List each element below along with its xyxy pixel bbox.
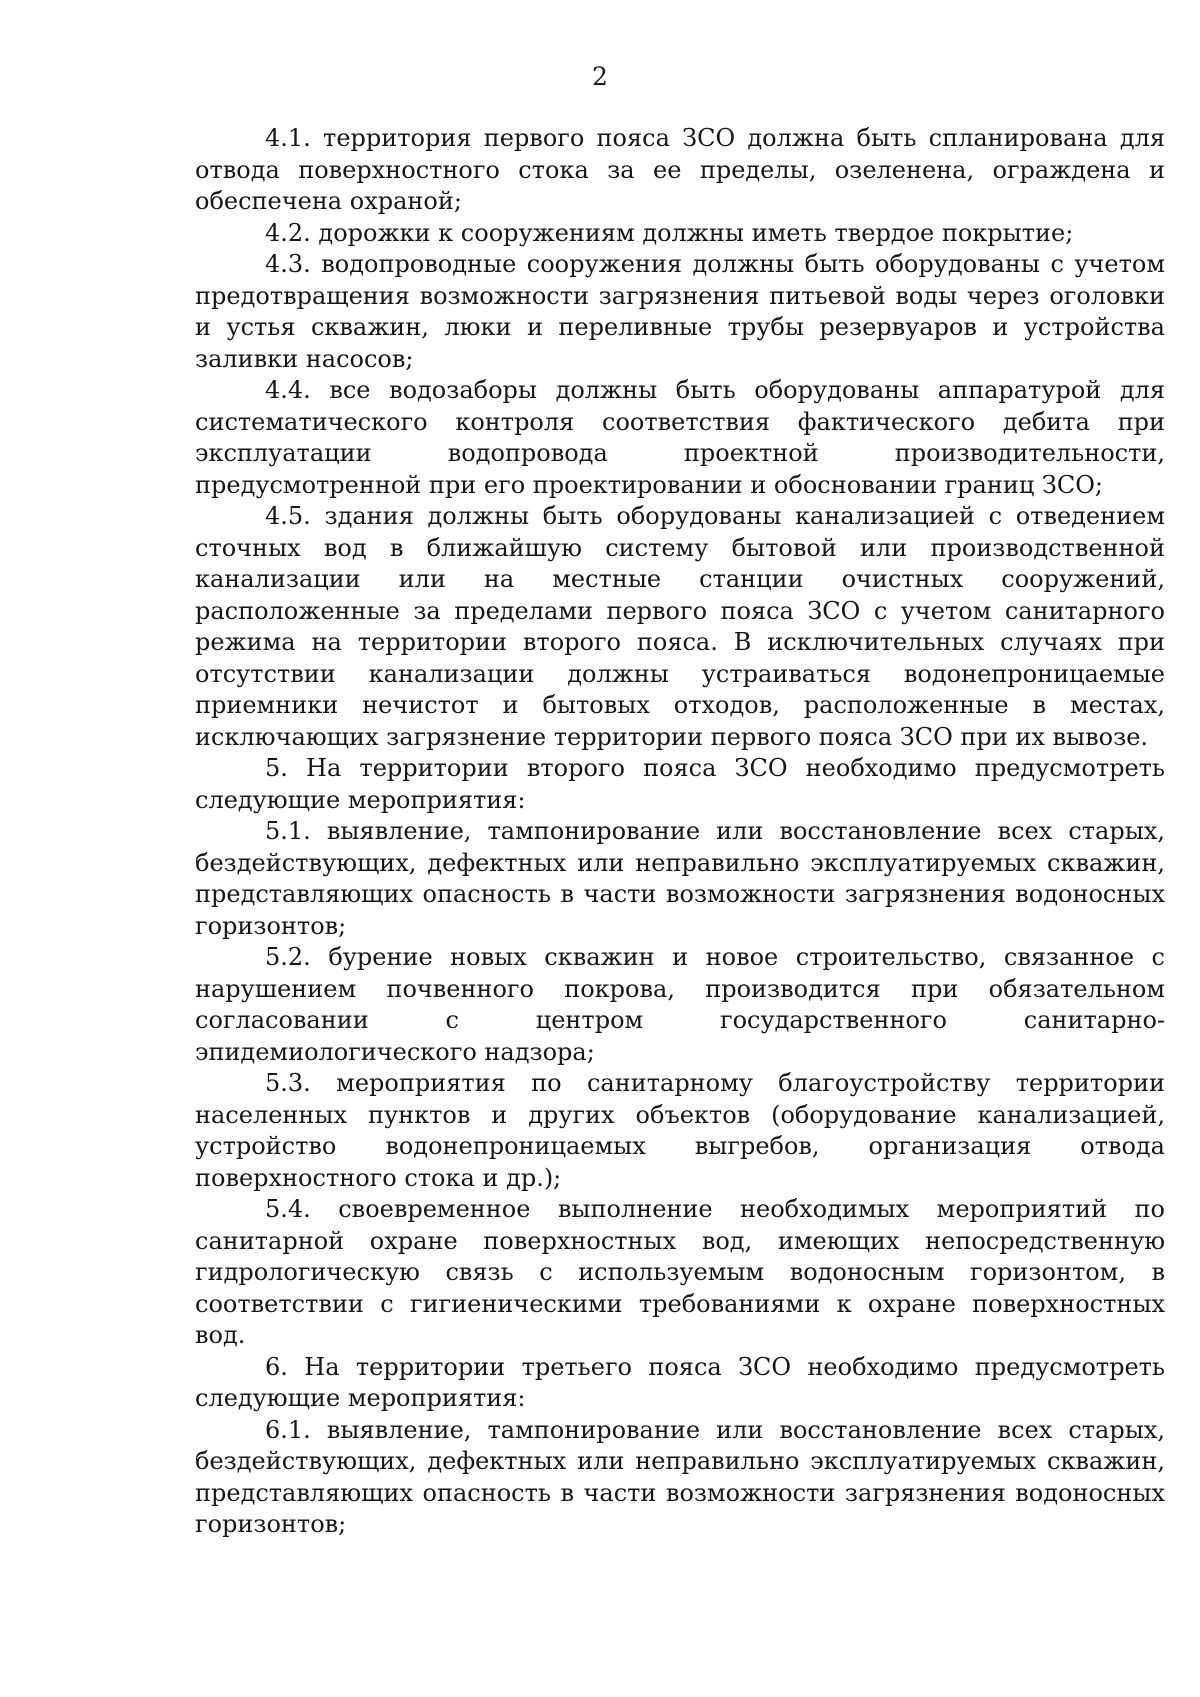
- paragraph-4-3: 4.3. водопроводные сооружения должны быть оборудованы с учетом предотвращения возможности загрязнения питьевой воды через оголовки и устья скважин, люки и переливные трубы резервуаров и устройства заливки насосов;: [195, 250, 1165, 373]
- paragraph-4-1: 4.1. территория первого пояса ЗСО должна быть спланирована для отвода поверхностного стока за ее пределы, озеленена, ограждена и обеспечена охраной;: [195, 124, 1165, 215]
- page-number: 2: [592, 62, 608, 91]
- paragraph-6: 6. На территории третьего пояса ЗСО необходимо предусмотреть следующие мероприятия:: [195, 1352, 1165, 1412]
- document-body: [195, 123, 1165, 1541]
- paragraph-5: 5. На территории второго пояса ЗСО необходимо предусмотреть следующие мероприятия:: [195, 754, 1165, 814]
- paragraph-5-4: 5.4. своевременное выполнение необходимых мероприятий по санитарной охране поверхностных вод, имеющих непосредственную гидрологическую связь с используемым водоносным горизонтом, в соответствии с гигиеническими требованиями к охране поверхностных вод.: [195, 1195, 1165, 1349]
- paragraph-5-1: 5.1. выявление, тампонирование или восстановление всех старых, бездействующих, дефектных или неправильно эксплуатируемых скважин, представляющих опасность в части возможности загрязнения водоносных горизонтов;: [195, 817, 1165, 940]
- paragraph-5-3: 5.3. мероприятия по санитарному благоустройству территории населенных пунктов и других объектов (оборудование канализацией, устройство водонепроницаемых выгребов, организация отвода поверхностного стока и др.);: [195, 1069, 1165, 1192]
- paragraph-4-5: 4.5. здания должны быть оборудованы канализацией с отведением сточных вод в ближайшую систему бытовой или производственной канализации или на местные станции очистных сооружений, расположенные за пределами первого пояса ЗСО с учетом санитарного режима на территории второго пояса. В исключительных случаях при отсутствии канализации должны устраиваться водонепроницаемые приемники нечистот и бытовых отходов, расположенные в местах, исключающих загрязнение территории первого пояса ЗСО при их вывозе.: [195, 502, 1165, 751]
- paragraph-5-2: 5.2. бурение новых скважин и новое строительство, связанное с нарушением почвенного покрова, производится при обязательном согласовании с центром государственного санитарно-эпидемиологического надзора;: [195, 943, 1165, 1066]
- paragraph-4-2: 4.2. дорожки к сооружениям должны иметь твердое покрытие;: [265, 218, 1074, 247]
- paragraph-6-1: 6.1. выявление, тампонирование или восстановление всех старых, бездействующих, дефектных или неправильно эксплуатируемых скважин, представляющих опасность в части возможности загрязнения водоносных горизонтов;: [195, 1415, 1165, 1538]
- paragraph-4-4: 4.4. все водозаборы должны быть оборудованы аппаратурой для систематического контроля соответствия фактического дебита при эксплуатации водопровода проектной производительности, предусмотренной при его проектировании и обосновании границ ЗСО;: [195, 376, 1165, 499]
